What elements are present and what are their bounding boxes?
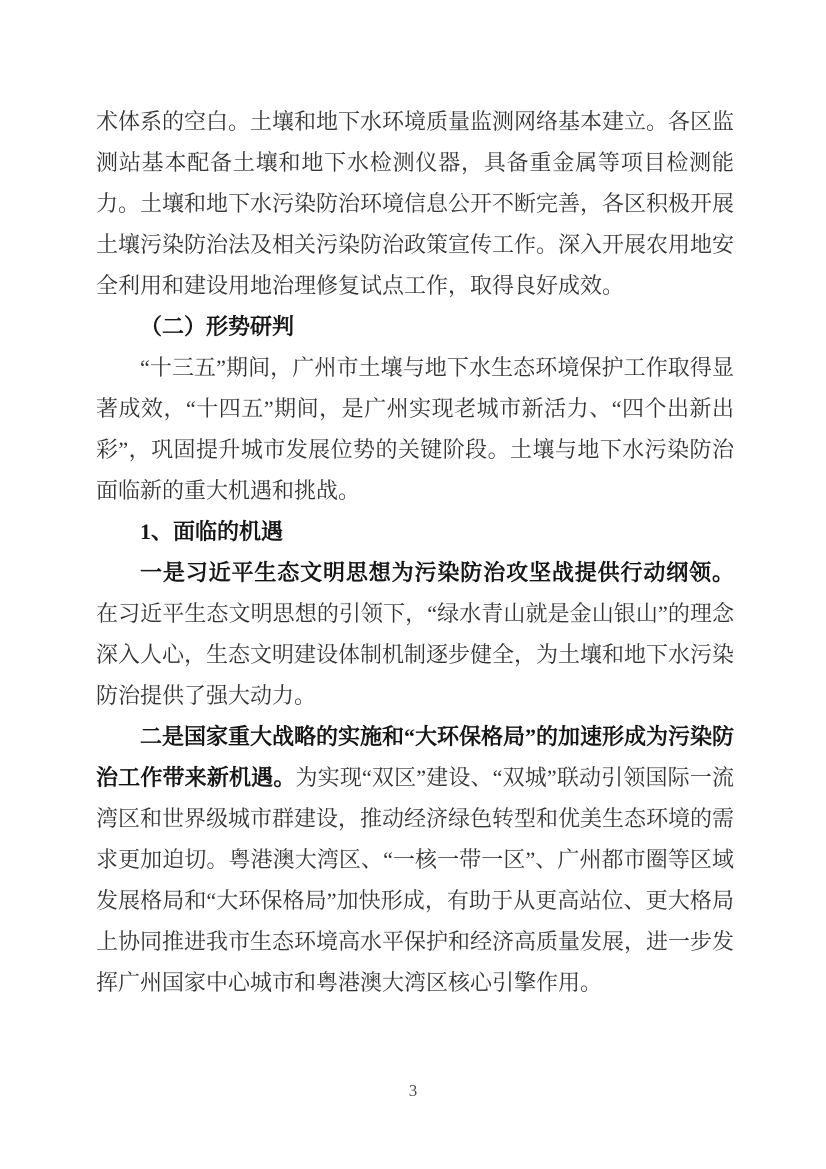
opportunity-1-body-text: 在习近平生态文明思想的引领下，“绿水青山就是金山银山”的理念深入人心，生态文明建设体制机制逐步健全，为土壤和地下水污染防治提供了强大动力。 — [96, 601, 735, 708]
opportunity-1-lead-sentence: 一是习近平生态文明思想为污染防治攻坚战提供行动纲领。 — [140, 560, 734, 585]
paragraph-opportunity-1 — [96, 552, 734, 716]
opportunity-2-lead-sentence: 二是国家重大战略的实施和“大环保格局”的加速形成为污染防治工作带来新机遇。 — [96, 724, 735, 790]
paragraph-achievements-continuation: 术体系的空白。土壤和地下水环境质量监测网络基本建立。各区监测站基本配备土壤和地下水检测仪器，具备重金属等项目检测能力。土壤和地下水污染防治环境信息公开不断完善，各区积极开展土壤污染防治法及相关污染防治政策宣传工作。深入开展农用地安全利用和建设用地治理修复试点工作，取得良好成效。 — [96, 109, 735, 298]
document-body — [96, 101, 734, 1003]
page-number: 3 — [408, 1081, 418, 1100]
heading-opportunities: 1、面临的机遇 — [140, 519, 284, 544]
opportunity-2-body-text: 为实现“双区”建设、“双城”联动引领国际一流湾区和世界级城市群建设，推动经济绿色转型和优美生态环境的需求更加迫切。粤港澳大湾区、“一核一带一区”、广州都市圈等区域发展格局和“大环保格局”加快形成，有助于从更高站位、更大格局上协同推进我市生态环境高水平保护和经济高质量发展，进一步发挥广州国家中心城市和粤港澳大湾区核心引擎作用。 — [96, 765, 735, 995]
paragraph-situation: “十三五”期间，广州市土壤与地下水生态环境保护工作取得显著成效，“十四五”期间，是广州实现老城市新活力、“四个出新出彩”，巩固提升城市发展位势的关键阶段。土壤与地下水污染防治面临新的重大机遇和挑战。 — [96, 355, 734, 503]
paragraph-opportunity-2 — [96, 716, 734, 1003]
heading-situation-analysis: （二）形势研判 — [140, 314, 295, 339]
